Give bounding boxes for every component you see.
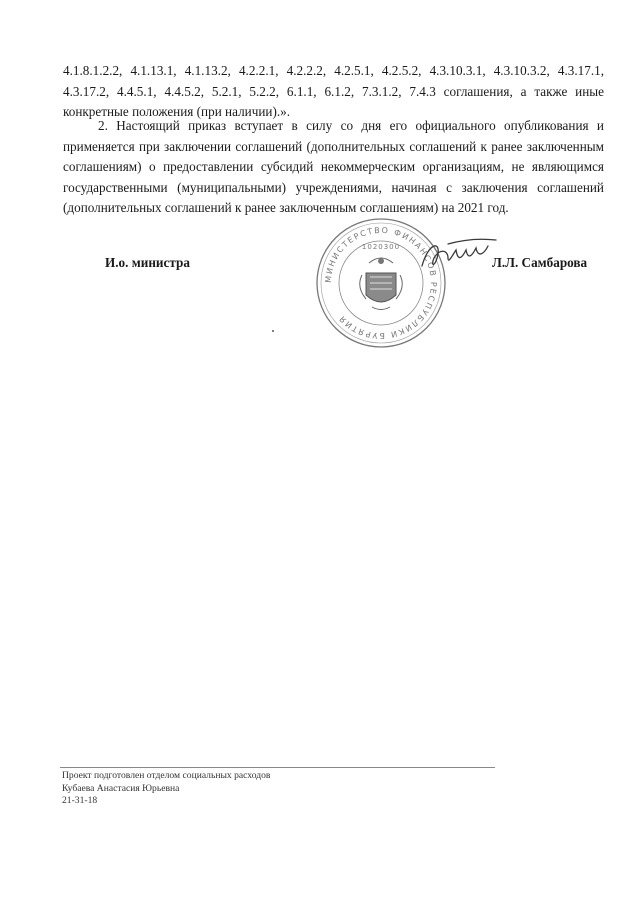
stray-mark <box>272 330 274 332</box>
seal-ring-text: МИНИСТЕРСТВО ФИНАНСОВ РЕСПУБЛИКИ БУРЯТИЯ <box>323 225 439 341</box>
signature-block <box>0 255 640 275</box>
footer-department: Проект подготовлен отделом социальных расходов <box>62 770 271 781</box>
footer-author: Кубаева Анастасия Юрьевна <box>62 782 180 794</box>
seal-number: 1020300 <box>361 243 401 251</box>
paragraph-continued-list: 4.1.8.1.2.2, 4.1.13.1, 4.1.13.2, 4.2.2.1, 4.2.2.2, 4.2.5.1, 4.2.5.2, 4.3.10.3.1, 4.3.10.3.2, 4.3.17.1, 4.3.17.2, 4.4.5.1, 4.4.5.2, 5.2.1, 5.2.2, 6.1.1, 6.1.2, 7.3.1.2, 7.4.3 соглашения, а также иные конкретные положения (при наличии).». <box>63 63 604 120</box>
signatory-name: Л.Л. Самбарова <box>492 255 588 270</box>
footer-divider <box>60 767 495 768</box>
footer-phone: 21-31-18 <box>62 795 98 806</box>
paragraph-effective-date: 2. Настоящий приказ вступает в силу со дня его официального опубликования и применяется при заключении соглашений (дополнительных соглашений к ранее заключенным соглашениям) о предоставлении субсидий некоммерческим организациям, не являющимся государственными (муниципальными) учреждениями, начиная с заключения соглашений (дополнительных соглашений к ранее заключенным соглашениям) на 2021 год. <box>63 118 604 216</box>
signatory-title: И.о. министра <box>105 255 190 270</box>
footer-prepared-by <box>62 770 270 808</box>
